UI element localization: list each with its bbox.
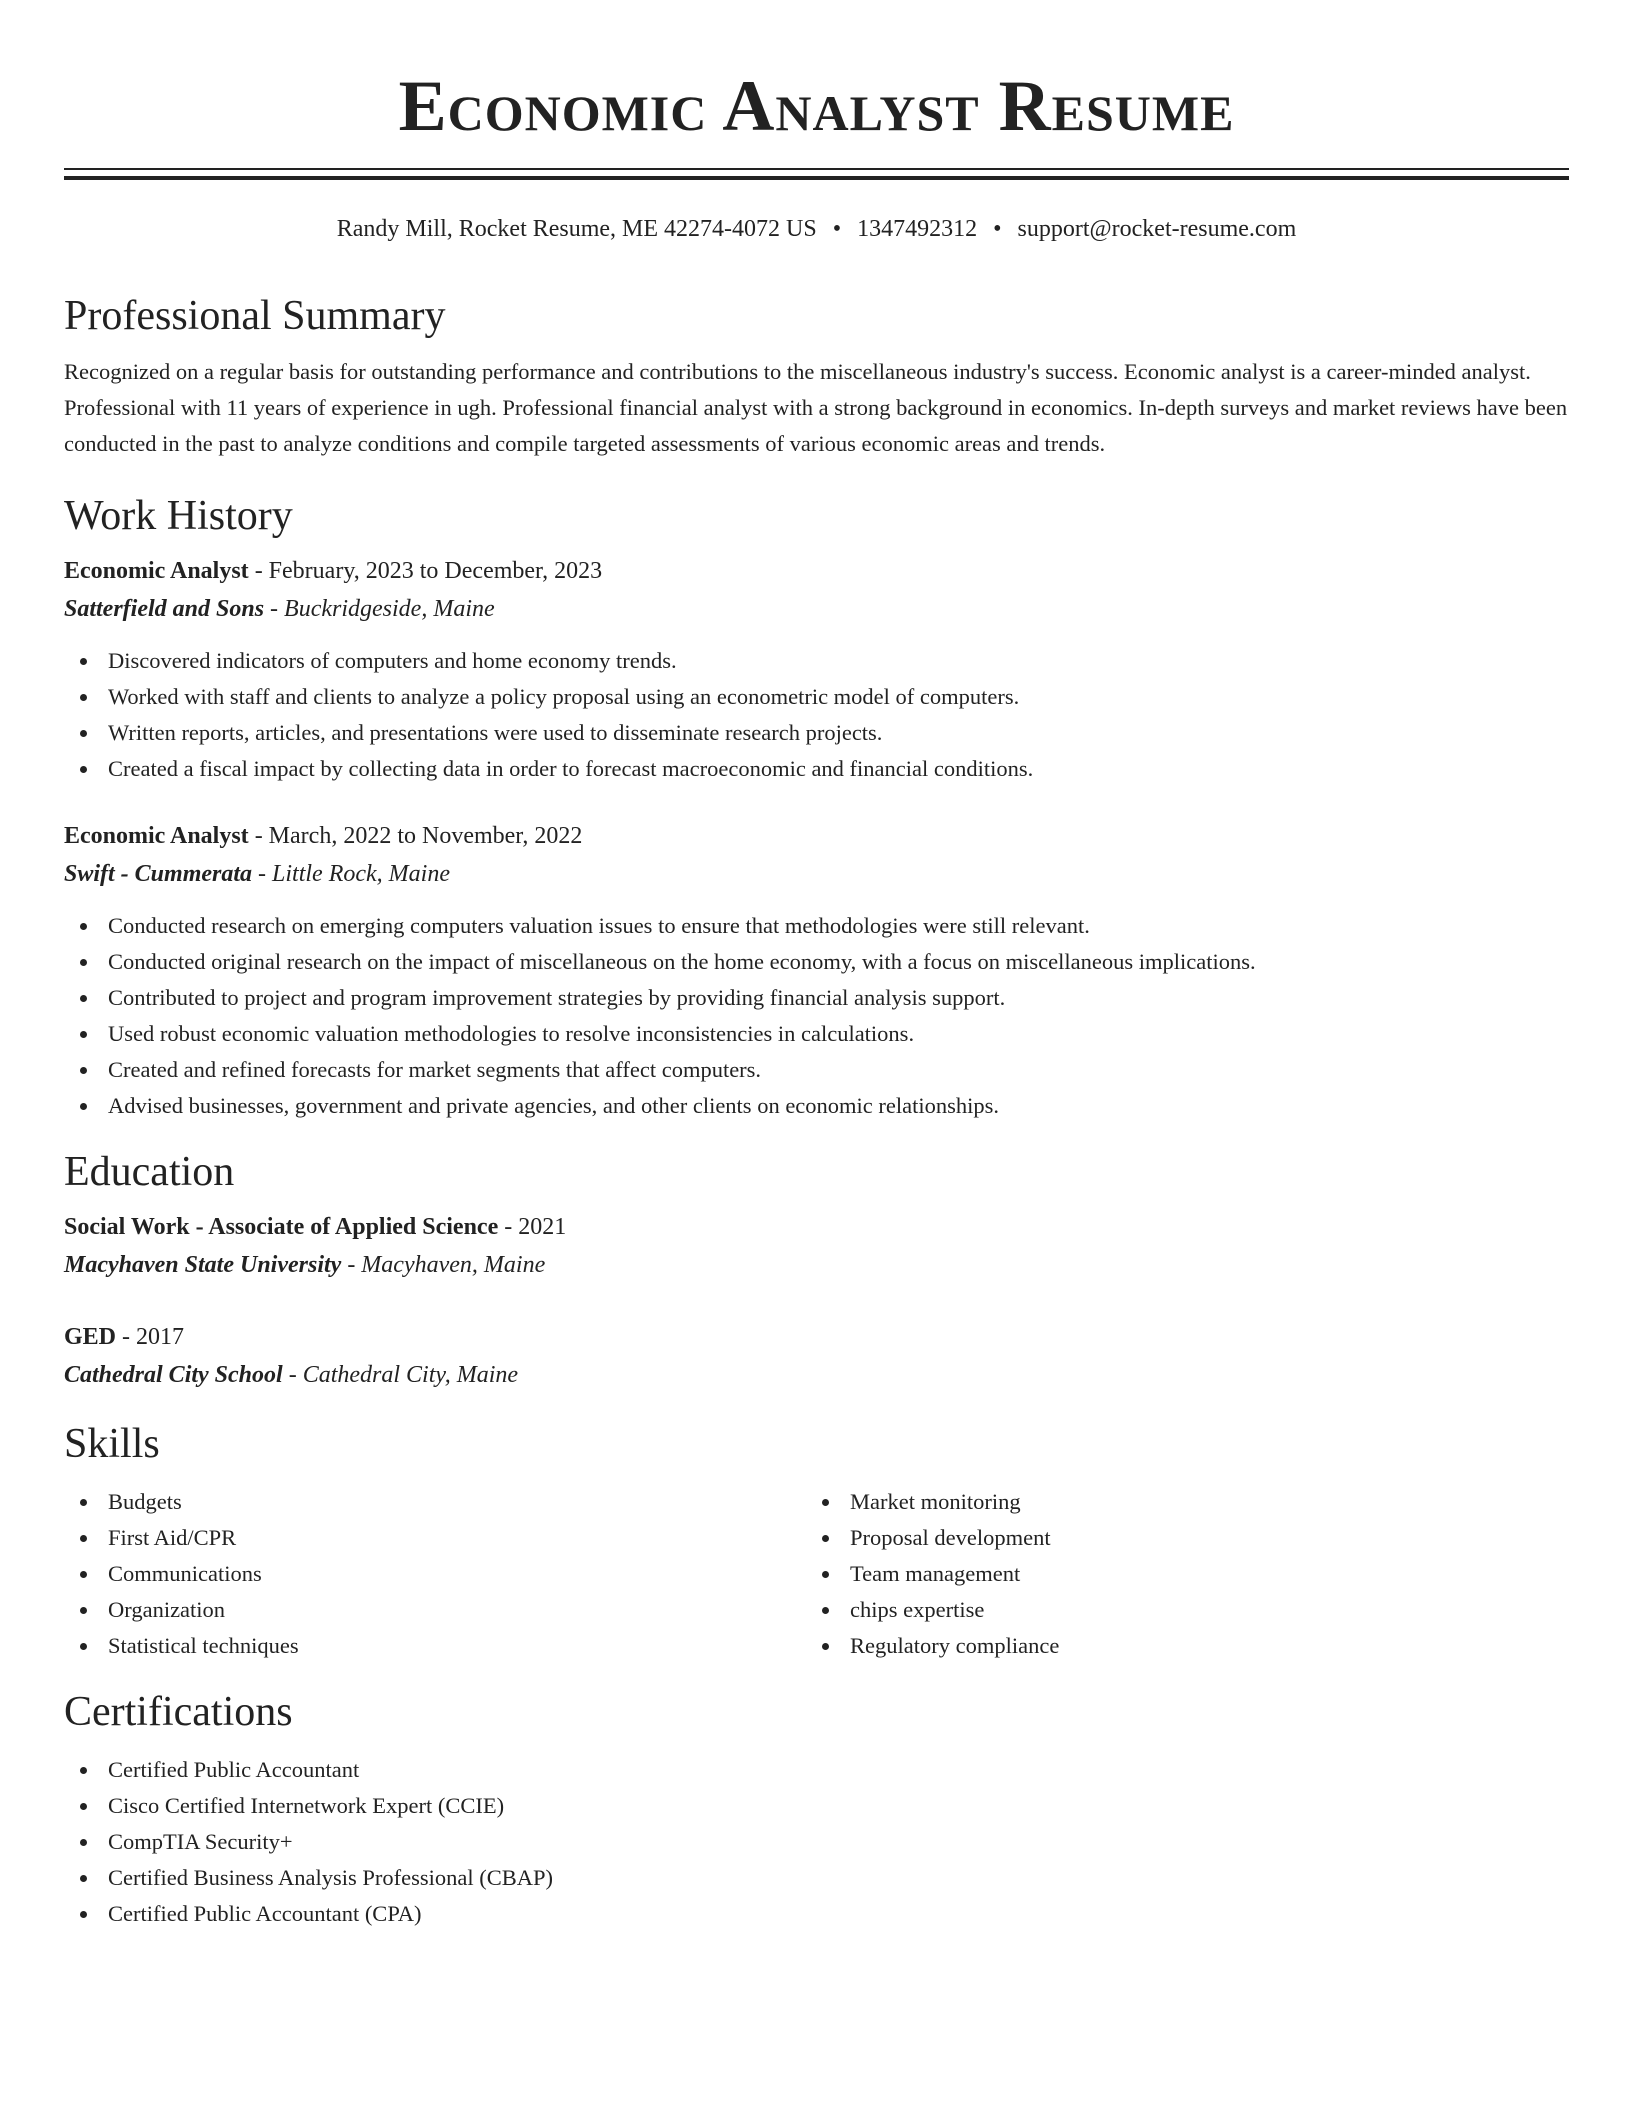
degree: GED [64,1324,117,1350]
bullet-icon [80,1571,87,1578]
certifications-heading: Certifications [64,1689,293,1735]
job-title: Economic Analyst [64,558,249,584]
title-divider-thick [64,176,1569,180]
school: Cathedral City School [64,1362,283,1388]
bullet-icon [80,1067,87,1074]
list-item: Certified Business Analysis Professional (CBAP) [64,1860,1569,1896]
bullet-icon [822,1535,829,1542]
job-location: - Little Rock, Maine [252,861,450,887]
job-dates: - March, 2022 to November, 2022 [248,823,583,849]
bullet-icon [80,1643,87,1650]
job-company: Satterfield and Sons [64,596,265,622]
bullet-icon [80,694,87,701]
school-location: - Macyhaven, Maine [341,1252,546,1278]
certifications-list [64,1752,1569,1932]
job-entry [64,817,1569,1124]
resume-title: Economic Analyst Resume [398,66,1235,146]
school: Macyhaven State University [64,1252,342,1278]
bullet-icon [80,995,87,1002]
job-entry [64,552,1569,787]
job-location: - Buckridgeside, Maine [264,596,495,622]
list-item: Organization [64,1592,806,1628]
list-item: Created and refined forecasts for market segments that affect computers. [64,1052,1569,1088]
list-item: Contributed to project and program improvement strategies by providing financial analysis support. [64,980,1569,1016]
list-item: CompTIA Security+ [64,1824,1569,1860]
job-company-line [64,855,1569,893]
school-location: - Cathedral City, Maine [282,1362,519,1388]
bullet-icon [80,730,87,737]
bullet-icon [80,1911,87,1918]
bullet-icon [80,1875,87,1882]
list-item: Certified Public Accountant (CPA) [64,1896,1569,1932]
contact-phone: 1347492312 [857,216,978,242]
education-heading: Education [64,1149,235,1195]
education-entry [64,1208,1569,1284]
summary-heading: Professional Summary [64,293,446,339]
job-title: Economic Analyst [64,823,249,849]
job-title-line [64,552,1569,590]
job-dates: - February, 2023 to December, 2023 [248,558,603,584]
list-item: Advised businesses, government and private agencies, and other clients on economic relationships. [64,1088,1569,1124]
list-item: Communications [64,1556,806,1592]
bullet-icon [80,1031,87,1038]
skills-column-left [64,1484,806,1664]
bullet-icon [80,1803,87,1810]
title-divider-thin [64,168,1569,170]
degree-line [64,1318,1569,1356]
job-company-line [64,590,1569,628]
list-item: Regulatory compliance [806,1628,1548,1664]
education-entry [64,1318,1569,1394]
bullet-icon [822,1607,829,1614]
list-item: Certified Public Accountant [64,1752,1569,1788]
school-line [64,1246,1569,1284]
list-item: Created a fiscal impact by collecting data in order to forecast macroeconomic and financial conditions. [64,751,1569,787]
list-item: Written reports, articles, and presentations were used to disseminate research projects. [64,715,1569,751]
list-item: Conducted research on emerging computers valuation issues to ensure that methodologies were still relevant. [64,908,1569,944]
list-item: First Aid/CPR [64,1520,806,1556]
bullet-icon [822,1499,829,1506]
list-item: Conducted original research on the impact of miscellaneous on the home economy, with a focus on miscellaneous implications. [64,944,1569,980]
bullet-icon [80,1499,87,1506]
bullet-icon [80,658,87,665]
bullet-icon [822,1571,829,1578]
bullet-icon [822,1643,829,1650]
list-item: Used robust economic valuation methodologies to resolve inconsistencies in calculations. [64,1016,1569,1052]
bullet-icon [80,1607,87,1614]
resume-page [64,0,1569,1932]
list-item: Budgets [64,1484,806,1520]
job-title-line [64,817,1569,855]
job-bullets [64,643,1569,787]
bullet-icon [80,923,87,930]
contact-line [64,212,1569,246]
degree-year: - 2017 [116,1324,185,1350]
skills-column-right [806,1484,1548,1664]
skills-heading: Skills [64,1421,160,1467]
list-item: Statistical techniques [64,1628,806,1664]
bullet-icon [80,1103,87,1110]
job-company: Swift - Cummerata [64,861,253,887]
list-item: chips expertise [806,1592,1548,1628]
bullet-icon [80,1839,87,1846]
list-item: Worked with staff and clients to analyze a policy proposal using an econometric model of computers. [64,679,1569,715]
contact-separator: • [832,216,842,242]
bullet-icon [80,766,87,773]
list-item: Team management [806,1556,1548,1592]
contact-address: Randy Mill, Rocket Resume, ME 42274-4072 US [336,216,817,242]
contact-separator: • [993,216,1002,242]
list-item: Cisco Certified Internetwork Expert (CCIE) [64,1788,1569,1824]
degree: Social Work - Associate of Applied Science [64,1214,499,1240]
work-history-heading: Work History [64,493,293,539]
summary-text: Recognized on a regular basis for outstanding performance and contributions to the miscellaneous industry's success. Economic analyst is a career-minded analyst. Professional with 11 years of experience in ugh. Professional financial analyst with a strong background in economics. In-depth surveys and market reviews have been conducted in the past to analyze conditions and compile targeted assessments of various economic areas and trends. [64,359,1568,456]
degree-line [64,1208,1569,1246]
job-bullets [64,908,1569,1124]
degree-year: - 2021 [498,1214,567,1240]
bullet-icon [80,1535,87,1542]
list-item: Proposal development [806,1520,1548,1556]
skills-grid [64,1484,1569,1664]
bullet-icon [80,959,87,966]
list-item: Discovered indicators of computers and home economy trends. [64,643,1569,679]
bullet-icon [80,1767,87,1774]
list-item: Market monitoring [806,1484,1548,1520]
contact-email: support@rocket-resume.com [1017,216,1297,242]
school-line [64,1356,1569,1394]
